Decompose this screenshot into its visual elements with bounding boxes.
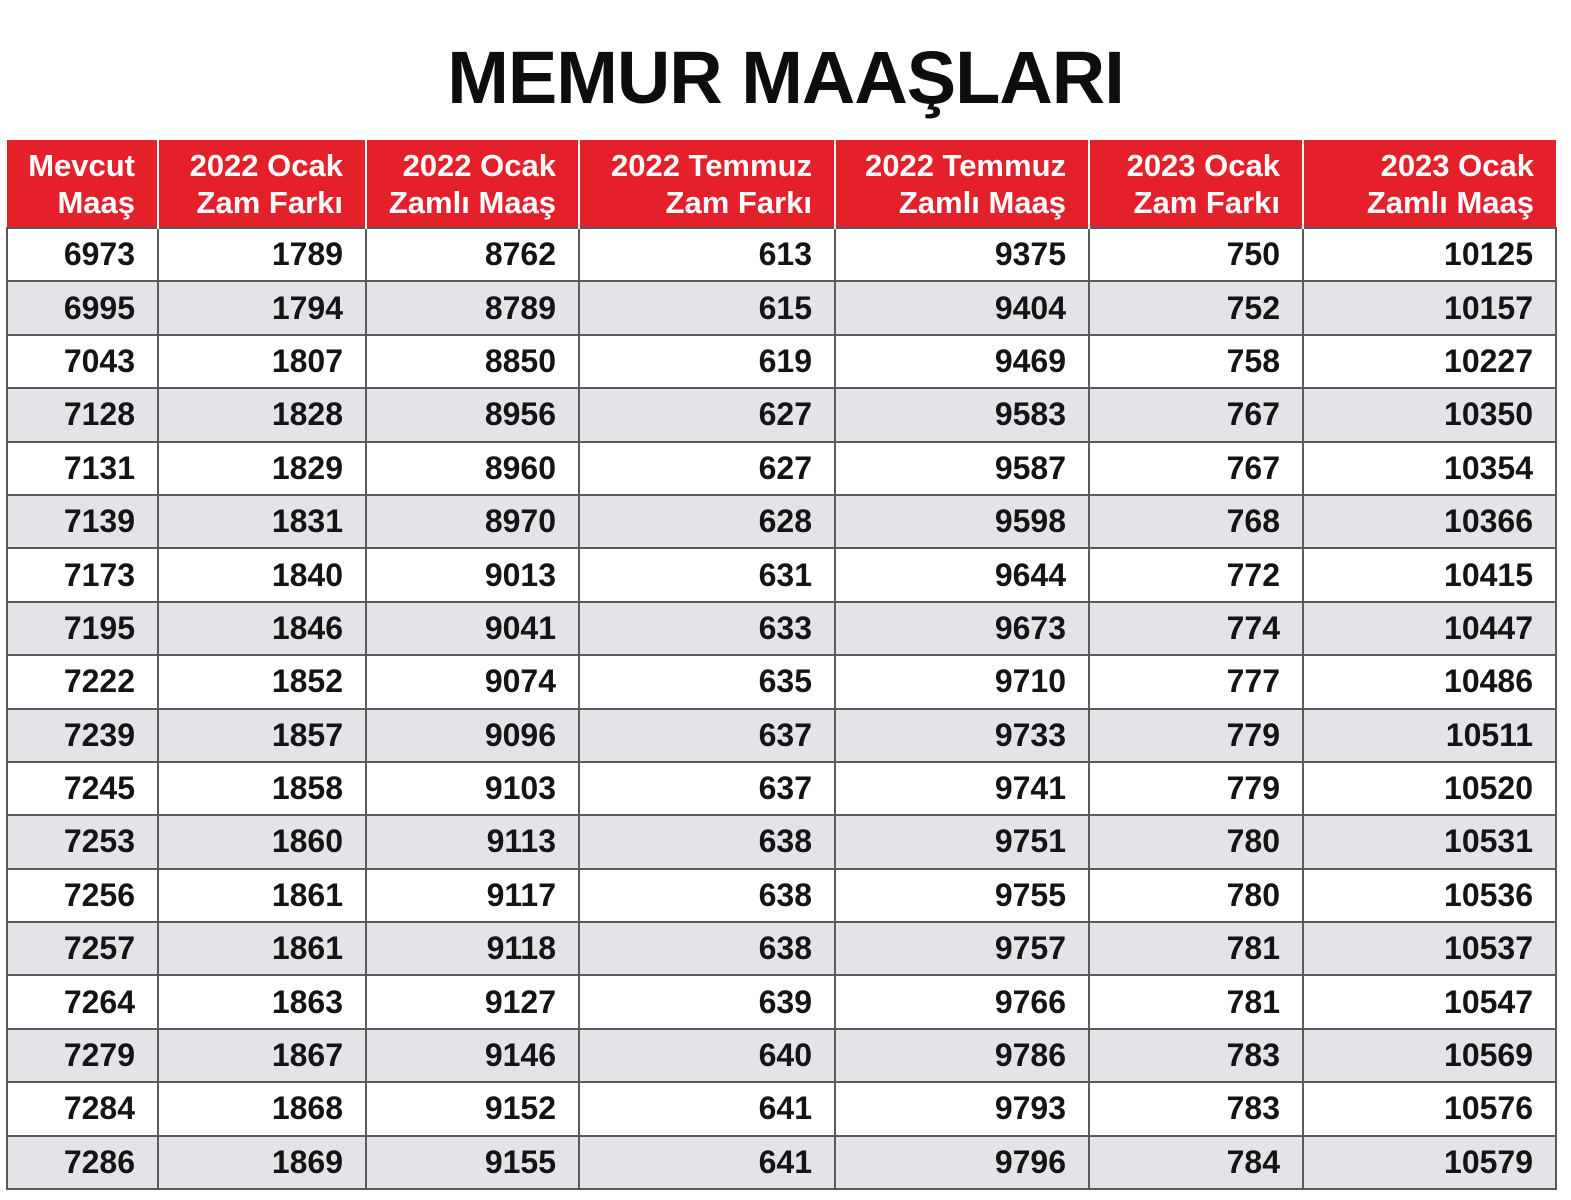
- table-cell: 9375: [835, 228, 1089, 281]
- column-header-line: 2022 Ocak: [189, 147, 343, 183]
- table-cell: 9118: [366, 922, 579, 975]
- table-cell: 10366: [1303, 495, 1556, 548]
- header-row: [7, 140, 1556, 228]
- column-header-line: 2022 Ocak: [402, 147, 556, 183]
- table-cell: 6995: [7, 281, 158, 334]
- table-cell: 8956: [366, 388, 579, 441]
- table-cell: 767: [1089, 388, 1303, 441]
- table-cell: 768: [1089, 495, 1303, 548]
- table-cell: 8960: [366, 442, 579, 495]
- table-cell: 9751: [835, 815, 1089, 868]
- table-cell: 750: [1089, 228, 1303, 281]
- table-cell: 9673: [835, 602, 1089, 655]
- table-cell: 10227: [1303, 335, 1556, 388]
- table-cell: 9113: [366, 815, 579, 868]
- column-header-line: Zamlı Maaş: [388, 184, 556, 220]
- table-cell: 639: [579, 975, 835, 1028]
- table-cell: 9127: [366, 975, 579, 1028]
- table-cell: 1852: [158, 655, 366, 708]
- table-cell: 7256: [7, 869, 158, 922]
- column-header-line: Mevcut: [28, 147, 135, 183]
- column-header-line: 2022 Temmuz: [610, 147, 812, 183]
- table-cell: 1860: [158, 815, 366, 868]
- table-cell: 9644: [835, 548, 1089, 601]
- table-cell: 641: [579, 1082, 835, 1135]
- table-row: [7, 495, 1556, 548]
- table-cell: 10537: [1303, 922, 1556, 975]
- table-cell: 9741: [835, 762, 1089, 815]
- table-cell: 783: [1089, 1082, 1303, 1135]
- table-cell: 1828: [158, 388, 366, 441]
- column-header-2022-jan-salary: [366, 140, 579, 228]
- table-cell: 9103: [366, 762, 579, 815]
- table-cell: 7131: [7, 442, 158, 495]
- table-row: [7, 602, 1556, 655]
- table-cell: 615: [579, 281, 835, 334]
- table-cell: 628: [579, 495, 835, 548]
- table-cell: 9096: [366, 709, 579, 762]
- table-cell: 10579: [1303, 1136, 1556, 1189]
- table-cell: 637: [579, 762, 835, 815]
- table-cell: 10511: [1303, 709, 1556, 762]
- table-cell: 9117: [366, 869, 579, 922]
- table-row: [7, 869, 1556, 922]
- table-cell: 9404: [835, 281, 1089, 334]
- table-cell: 641: [579, 1136, 835, 1189]
- table-cell: 1794: [158, 281, 366, 334]
- table-cell: 1840: [158, 548, 366, 601]
- table-cell: 7128: [7, 388, 158, 441]
- column-header-line: Zam Farkı: [1133, 184, 1280, 220]
- table-cell: 774: [1089, 602, 1303, 655]
- table-cell: 631: [579, 548, 835, 601]
- table-row: [7, 548, 1556, 601]
- column-header-2022-jul-salary: [835, 140, 1089, 228]
- table-cell: 1861: [158, 922, 366, 975]
- table-cell: 637: [579, 709, 835, 762]
- table-cell: 7043: [7, 335, 158, 388]
- table-cell: 7139: [7, 495, 158, 548]
- table-row: [7, 655, 1556, 708]
- table-cell: 758: [1089, 335, 1303, 388]
- table-cell: 9013: [366, 548, 579, 601]
- column-header-line: 2023 Ocak: [1380, 147, 1534, 183]
- table-cell: 7222: [7, 655, 158, 708]
- table-cell: 613: [579, 228, 835, 281]
- table-cell: 627: [579, 388, 835, 441]
- table-cell: 8970: [366, 495, 579, 548]
- table-row: [7, 975, 1556, 1028]
- table-cell: 1863: [158, 975, 366, 1028]
- table-cell: 9146: [366, 1029, 579, 1082]
- table-cell: 779: [1089, 709, 1303, 762]
- table-cell: 10547: [1303, 975, 1556, 1028]
- table-cell: 1857: [158, 709, 366, 762]
- page-title: MEMUR MAAŞLARI: [447, 36, 1124, 119]
- table-cell: 7245: [7, 762, 158, 815]
- table-cell: 9793: [835, 1082, 1089, 1135]
- table-cell: 1867: [158, 1029, 366, 1082]
- table-cell: 10569: [1303, 1029, 1556, 1082]
- table-cell: 6973: [7, 228, 158, 281]
- table-cell: 10486: [1303, 655, 1556, 708]
- table-cell: 7279: [7, 1029, 158, 1082]
- table-cell: 1829: [158, 442, 366, 495]
- table-cell: 7239: [7, 709, 158, 762]
- table-cell: 9155: [366, 1136, 579, 1189]
- table-cell: 1861: [158, 869, 366, 922]
- table-row: [7, 1136, 1556, 1189]
- table-cell: 10354: [1303, 442, 1556, 495]
- table-cell: 1858: [158, 762, 366, 815]
- table-cell: 635: [579, 655, 835, 708]
- table-cell: 780: [1089, 815, 1303, 868]
- table-cell: 10350: [1303, 388, 1556, 441]
- column-header-line: 2023 Ocak: [1126, 147, 1280, 183]
- table-cell: 638: [579, 922, 835, 975]
- table-cell: 7173: [7, 548, 158, 601]
- table-cell: 7264: [7, 975, 158, 1028]
- table-cell: 10536: [1303, 869, 1556, 922]
- table-cell: 8762: [366, 228, 579, 281]
- table-row: [7, 388, 1556, 441]
- salary-table: [6, 140, 1557, 1190]
- table-cell: 781: [1089, 922, 1303, 975]
- table-cell: 9766: [835, 975, 1089, 1028]
- table-cell: 9755: [835, 869, 1089, 922]
- table-cell: 7195: [7, 602, 158, 655]
- table-row: [7, 762, 1556, 815]
- table-cell: 9583: [835, 388, 1089, 441]
- table-cell: 7286: [7, 1136, 158, 1189]
- table-cell: 9786: [835, 1029, 1089, 1082]
- table-cell: 9587: [835, 442, 1089, 495]
- table-cell: 9152: [366, 1082, 579, 1135]
- table-cell: 10531: [1303, 815, 1556, 868]
- table-cell: 780: [1089, 869, 1303, 922]
- column-header-line: Zam Farkı: [196, 184, 343, 220]
- column-header-line: 2022 Temmuz: [864, 147, 1066, 183]
- table-cell: 7253: [7, 815, 158, 868]
- table-cell: 1789: [158, 228, 366, 281]
- column-header-2022-jan-raise: [158, 140, 366, 228]
- table-cell: 752: [1089, 281, 1303, 334]
- column-header-line: Maaş: [57, 184, 135, 220]
- table-cell: 640: [579, 1029, 835, 1082]
- column-header-line: Zamlı Maaş: [1366, 184, 1534, 220]
- table-cell: 9733: [835, 709, 1089, 762]
- column-header-2023-jan-raise: [1089, 140, 1303, 228]
- table-cell: 638: [579, 815, 835, 868]
- table-cell: 10415: [1303, 548, 1556, 601]
- column-header-2022-jul-raise: [579, 140, 835, 228]
- table-cell: 10447: [1303, 602, 1556, 655]
- column-header-current-salary: [7, 140, 158, 228]
- table-cell: 1869: [158, 1136, 366, 1189]
- table-cell: 1807: [158, 335, 366, 388]
- table-cell: 9469: [835, 335, 1089, 388]
- table-cell: 784: [1089, 1136, 1303, 1189]
- table-body: [7, 228, 1556, 1189]
- table-cell: 8789: [366, 281, 579, 334]
- table-cell: 619: [579, 335, 835, 388]
- table-row: [7, 442, 1556, 495]
- table-cell: 767: [1089, 442, 1303, 495]
- table-cell: 9041: [366, 602, 579, 655]
- table-header: [7, 140, 1556, 228]
- table-row: [7, 228, 1556, 281]
- table-cell: 10157: [1303, 281, 1556, 334]
- table-row: [7, 709, 1556, 762]
- table-cell: 7257: [7, 922, 158, 975]
- table-cell: 8850: [366, 335, 579, 388]
- table-cell: 1846: [158, 602, 366, 655]
- table-row: [7, 335, 1556, 388]
- table-row: [7, 1029, 1556, 1082]
- table-cell: 633: [579, 602, 835, 655]
- table-row: [7, 922, 1556, 975]
- table-cell: 777: [1089, 655, 1303, 708]
- table-cell: 627: [579, 442, 835, 495]
- column-header-line: Zamlı Maaş: [898, 184, 1066, 220]
- table-cell: 1831: [158, 495, 366, 548]
- table-cell: 7284: [7, 1082, 158, 1135]
- table-cell: 638: [579, 869, 835, 922]
- table-cell: 10125: [1303, 228, 1556, 281]
- table-cell: 9710: [835, 655, 1089, 708]
- table-row: [7, 281, 1556, 334]
- table-cell: 9757: [835, 922, 1089, 975]
- table-cell: 10576: [1303, 1082, 1556, 1135]
- table-row: [7, 1082, 1556, 1135]
- table-cell: 781: [1089, 975, 1303, 1028]
- column-header-line: Zam Farkı: [665, 184, 812, 220]
- table-cell: 9074: [366, 655, 579, 708]
- table-cell: 10520: [1303, 762, 1556, 815]
- table-cell: 9598: [835, 495, 1089, 548]
- table-cell: 1868: [158, 1082, 366, 1135]
- table-cell: 772: [1089, 548, 1303, 601]
- column-header-2023-jan-salary: [1303, 140, 1556, 228]
- table-cell: 779: [1089, 762, 1303, 815]
- table-cell: 783: [1089, 1029, 1303, 1082]
- table-row: [7, 815, 1556, 868]
- table-cell: 9796: [835, 1136, 1089, 1189]
